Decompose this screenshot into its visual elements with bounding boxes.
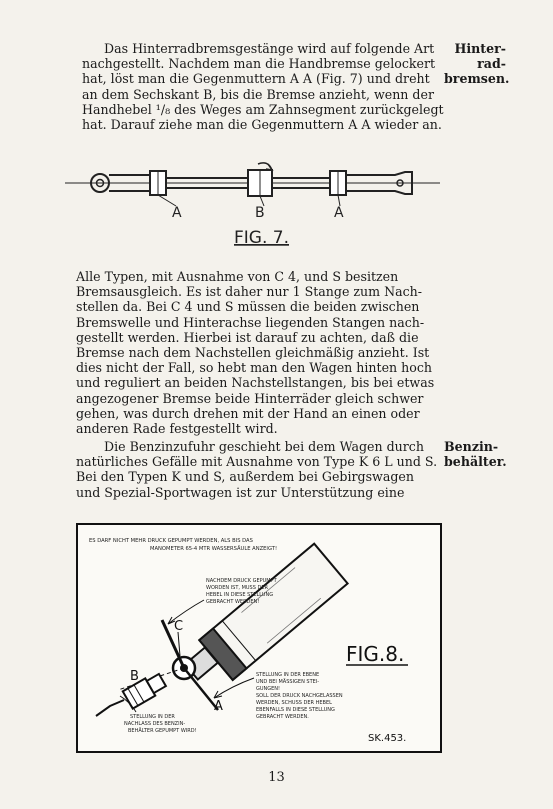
fig8-label-c: C: [174, 619, 184, 634]
fig8-note-right: SOLL DER DRUCK NACHGELASSEN: [256, 693, 343, 699]
text-line: Alle Typen, mit Ausnahme von C 4, und S besitzen: [76, 269, 399, 284]
fig8-top-note-1: ES DARF NICHT MEHR DRUCK GEPUMPT WERDEN, ALS BIS DAS: [89, 538, 253, 544]
fig7-caption: FIG. 7.: [234, 228, 289, 248]
text-line: Die Benzinzufuhr geschieht bei dem Wagen durch: [104, 439, 424, 454]
paragraph-hinterradbremsen: [82, 41, 442, 132]
text-line: hat. Darauf ziehe man die Gegenmuttern A A wieder an.: [82, 117, 442, 133]
text-line: und reguliert an beiden Nachstellstangen, bis bei etwas: [76, 375, 435, 391]
text-line: Handhebel ¹/₈ des Weges am Zahnsegment zurückgelegt: [82, 101, 444, 117]
fig8-label-a: A: [214, 699, 223, 714]
fig8-note-right: GUNGEN!: [256, 686, 281, 692]
figure-8-fuel-pump: [0, 520, 553, 760]
text-line: natürliches Gefälle mit Ausnahme von Type K 6 L und S.: [76, 454, 438, 470]
paragraph-benzinzufuhr: [76, 439, 442, 500]
fig8-label-b: B: [130, 669, 139, 684]
text-line: dies nicht der Fall, so hebt man den Wagen hinten hoch: [76, 360, 433, 376]
margin-note-benzinbehaelter: [444, 439, 524, 469]
text-line: Das Hinterradbremsgestänge wird auf folgende Art: [104, 41, 435, 56]
margin-note-hinterradbremsen: [444, 41, 510, 87]
margin-line: behälter.: [444, 454, 507, 470]
text-line: Bei den Typen K und S, außerdem bei Gebirgswagen: [76, 469, 414, 485]
fig8-note-lever: NACHDEM DRUCK GEPUMPT: [206, 578, 277, 584]
margin-line: bremsen.: [444, 71, 510, 87]
text-line: angezogener Bremse beide Hinterräder gleich schwer: [76, 390, 424, 406]
fig7-label-b: B: [255, 205, 265, 221]
text-line: Bremswelle und Hinterachse liegenden Stangen nach-: [76, 314, 425, 330]
paragraph-bremsausgleich: [76, 269, 442, 436]
fig8-note-bottom: NACHLASS DES BENZIN-: [124, 721, 186, 727]
text-line: gestellt werden. Hierbei ist darauf zu achten, daß die: [76, 329, 419, 345]
fig8-note-lever: HEBEL IN DIESE STELLUNG: [206, 592, 274, 598]
page-number: 13: [268, 770, 285, 785]
text-line: an dem Sechskant B, bis die Bremse anzieht, wenn der: [82, 86, 434, 102]
text-line: stellen da. Bei C 4 und S müssen die beiden zwischen: [76, 299, 420, 315]
fig7-label-a-left: A: [172, 205, 182, 221]
fig8-code: SK.453.: [368, 733, 407, 744]
text-line: hat, löst man die Gegenmuttern A A (Fig. 7) und dreht: [82, 71, 430, 87]
margin-line: Hinter-: [454, 41, 506, 56]
fig8-note-bottom: BEHÄLTER GEPUMPT WIRD!: [128, 728, 197, 734]
fig8-note-right: WERDEN, SCHUSS DER HEBEL: [256, 700, 332, 706]
text-line: nachgestellt. Nachdem man die Handbremse gelockert: [82, 56, 436, 72]
margin-line: Benzin-: [444, 439, 499, 454]
fig8-note-right: GEBRACHT WERDEN.: [256, 714, 309, 720]
text-line: gehen, was durch drehen mit der Hand an einen oder: [76, 405, 420, 421]
fig8-note-bottom: STELLUNG IN DER: [130, 714, 175, 720]
figure-7-brake-rod: [0, 150, 553, 260]
text-line: anderen Rade festgestellt wird.: [76, 421, 278, 437]
fig8-note-right: UND BEI MÄSSIGEN STEI-: [256, 679, 320, 685]
text-line: und Spezial-Sportwagen ist zur Unterstützung eine: [76, 484, 405, 500]
fig8-note-lever: WORDEN IST, MUSS DER: [206, 585, 268, 591]
fig8-note-right: STELLUNG IN DER EBENE: [256, 672, 320, 678]
fig8-note-lever: GEBRACHT WERDEN!: [206, 599, 260, 605]
text-line: Bremsausgleich. Es ist daher nur 1 Stange zum Nach-: [76, 284, 423, 300]
fig7-label-a-right: A: [334, 205, 344, 221]
fig8-caption: FIG.8.: [346, 642, 405, 666]
fig8-top-note-2: MANOMETER 65-4 MTR WASSERSÄULE ANZEIGT!: [150, 546, 278, 552]
margin-line: rad-: [477, 56, 506, 72]
fig8-note-right: EBENFALLS IN DIESE STELLUNG: [256, 707, 335, 713]
text-line: Bremse nach dem Nachstellen gleichmäßig anzieht. Ist: [76, 345, 430, 361]
